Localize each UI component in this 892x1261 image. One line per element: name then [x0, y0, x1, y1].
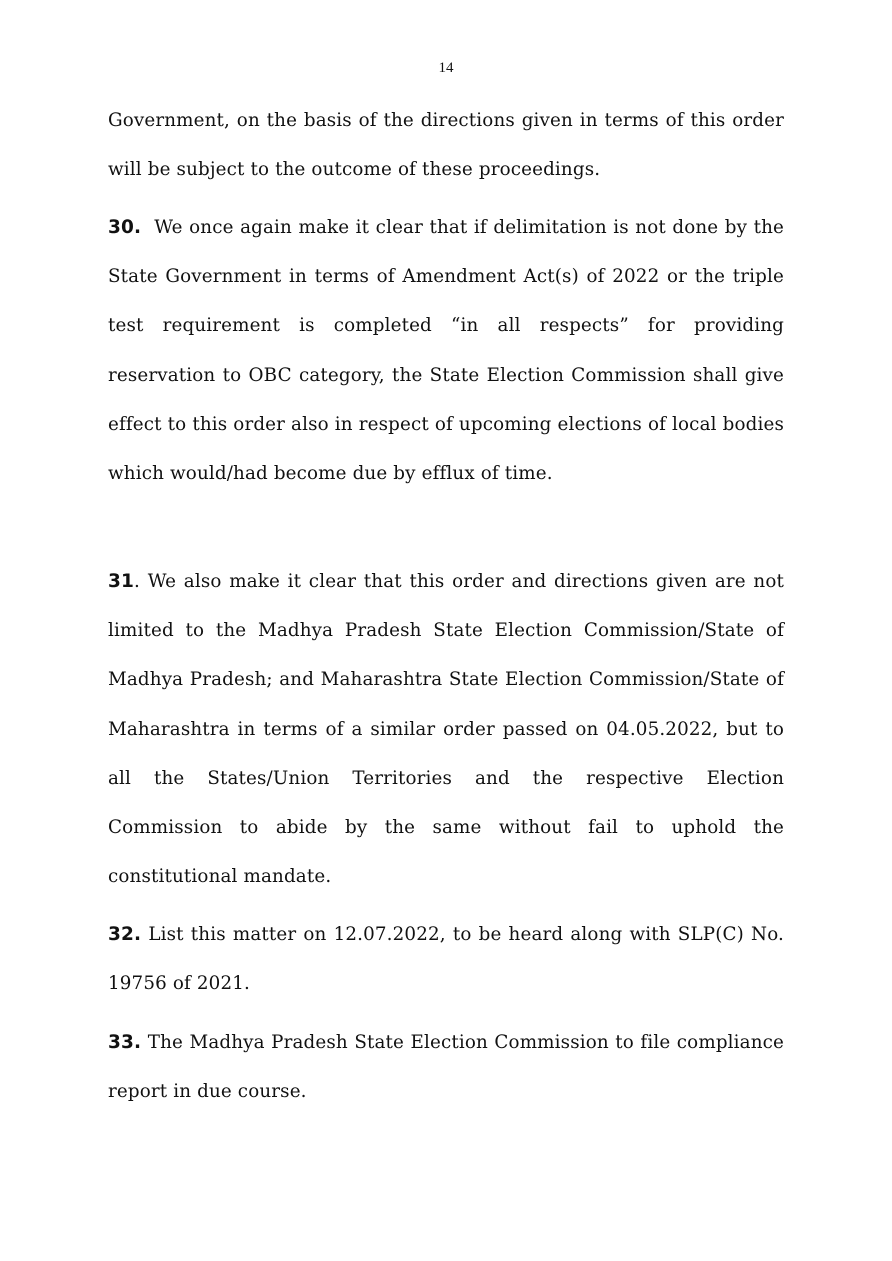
paragraph-text: We once again make it clear that if delimitation is not done by the State Government in terms of Amendment Act(s) of 2022 or the triple test requirement is completed “in all respects” for providing reservation to OBC category, the State Election Commission shall give effect to this order also in respect of upcoming elections of local bodies which would/had become due by efflux of time.: [108, 217, 784, 485]
paragraph-30: [108, 203, 784, 498]
paragraph-31: [108, 557, 784, 901]
page-number: 14: [438, 60, 454, 76]
paragraph-33: [108, 1018, 784, 1116]
paragraph-continuation: [108, 96, 784, 194]
paragraph-text: . We also make it clear that this order and directions given are not limited to the Madhya Pradesh State Election Commission/State of Madhya Pradesh; and Maharashtra State Election Commission/State of Maharashtra in terms of a similar order passed on 04.05.2022, but to all the States/Union Territories and the respective Election Commission to abide by the same without fail to uphold the constitutional mandate.: [108, 571, 784, 888]
paragraph-32: [108, 910, 784, 1008]
paragraph-number: 30.: [108, 217, 142, 238]
paragraph-number: 31: [108, 571, 135, 592]
paragraph-text: Government, on the basis of the directions given in terms of this order will be subject to the outcome of these proceedings.: [108, 110, 784, 181]
paragraph-number: 33.: [108, 1032, 142, 1053]
paragraph-text: The Madhya Pradesh State Election Commission to file compliance report in due course.: [108, 1032, 784, 1103]
paragraph-text: List this matter on 12.07.2022, to be heard along with SLP(C) No. 19756 of 2021.: [108, 924, 784, 995]
paragraph-number: 32.: [108, 924, 142, 945]
